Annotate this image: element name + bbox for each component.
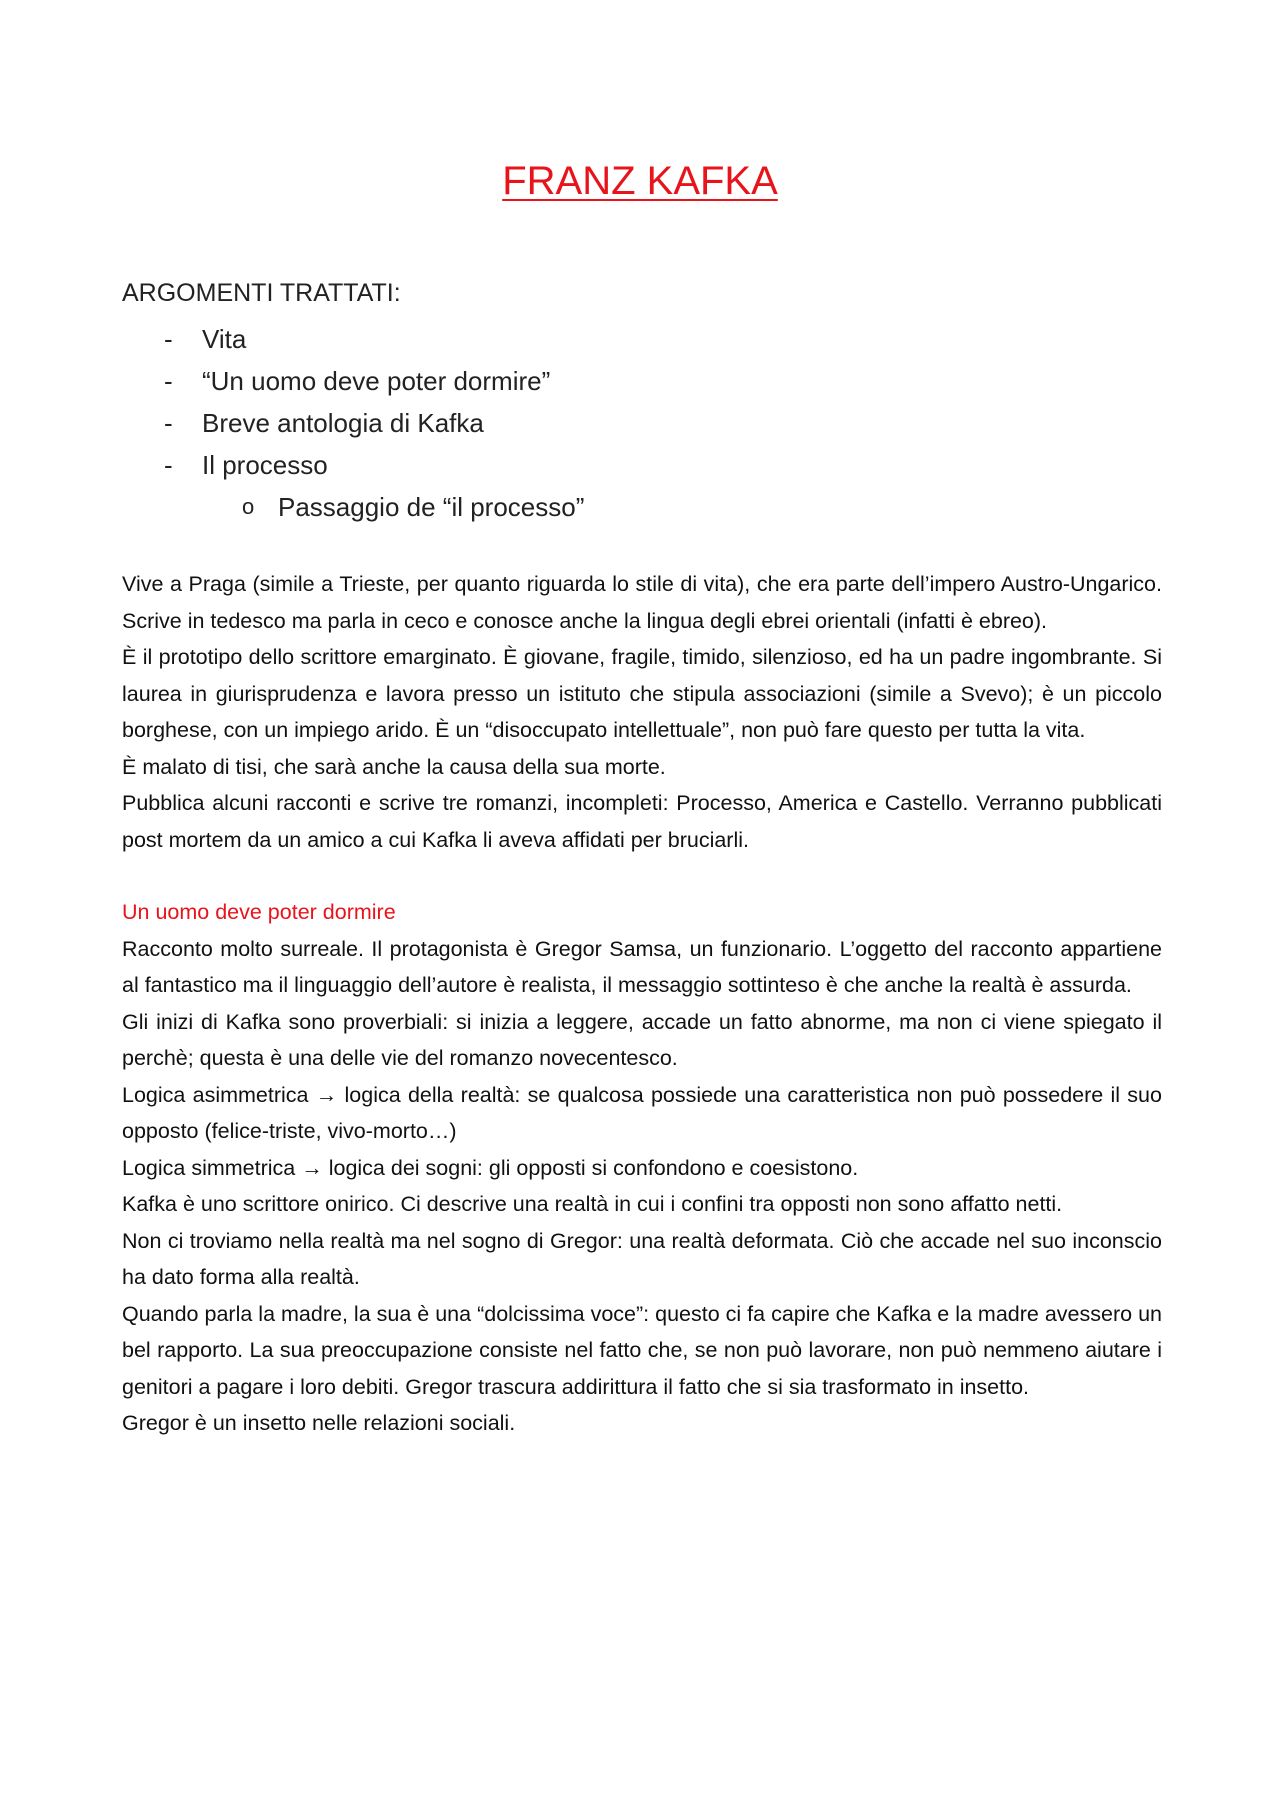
document-body	[122, 566, 1162, 1442]
sub-list-item: o Passaggio de “il processo”	[122, 486, 1122, 528]
paragraph: Gregor è un insetto nelle relazioni sociali.	[122, 1411, 516, 1435]
paragraph: Pubblica alcuni racconti e scrive tre romanzi, incompleti: Processo, America e Castello. Verranno pubblicati post mortem da un amico a cui Kafka li aveva affidati per bruciarli.	[122, 791, 1162, 852]
paragraph: Gli inizi di Kafka sono proverbiali: si inizia a leggere, accade un fatto abnorme, ma non ci viene spiegato il perchè; questa è una delle vie del romanzo novecentesco.	[122, 1009, 1162, 1070]
arrow-right-icon: →	[315, 1082, 338, 1107]
paragraph: Logica simmetrica → logica dei sogni: gli opposti si confondono e coesistono.	[122, 1155, 859, 1180]
paragraph: Kafka è uno scrittore onirico. Ci descrive una realtà in cui i confini tra opposti non sono affatto netti.	[122, 1192, 1063, 1216]
list-item: - “Un uomo deve poter dormire”	[122, 360, 1122, 402]
circle-bullet: o	[242, 494, 255, 519]
dash-bullet: -	[164, 324, 173, 354]
paragraph: Logica asimmetrica → logica della realtà: se qualcosa possiede una caratteristica non può possedere il suo opposto (felice-triste, vivo-morto…)	[122, 1082, 1162, 1143]
dash-bullet: -	[164, 450, 173, 480]
dash-bullet: -	[164, 408, 173, 438]
list-item: - Il processo	[122, 444, 1122, 486]
paragraph: È il prototipo dello scrittore emarginato. È giovane, fragile, timido, silenzioso, ed ha un padre ingombrante. Si laurea in giurisprudenza e lavora presso un istituto che stipula associazioni (simile a Svevo); è un piccolo borghese, con un impiego arido. È un “disoccupato intellettuale”, non può fare questo per tutta la vita.	[122, 645, 1162, 742]
list-item: - Vita	[122, 318, 1122, 360]
list-item: - Breve antologia di Kafka	[122, 402, 1122, 444]
arrow-right-icon: →	[301, 1155, 323, 1180]
paragraph: È malato di tisi, che sarà anche la causa della sua morte.	[122, 754, 666, 779]
topics-heading: ARGOMENTI TRATTATI:	[122, 279, 401, 307]
document-title: FRANZ KAFKA	[502, 159, 778, 203]
topics-list	[122, 318, 1122, 528]
section-heading: Un uomo deve poter dormire	[122, 900, 396, 924]
paragraph: Racconto molto surreale. Il protagonista è Gregor Samsa, un funzionario. L’oggetto del racconto appartiene al fantastico ma il linguaggio dell’autore è realista, il messaggio sottinteso è che anche la realtà è assurda.	[122, 936, 1162, 997]
paragraph: Vive a Praga (simile a Trieste, per quanto riguarda lo stile di vita), che era parte dell’impero Austro-Ungarico. Scrive in tedesco ma parla in ceco e conosce anche la lingua degli ebrei orientali (infatti è ebreo).	[122, 572, 1162, 633]
paragraph: Quando parla la madre, la sua è una “dolcissima voce”: questo ci fa capire che Kafka e la madre avessero un bel rapporto. La sua preoccupazione consiste nel fatto che, se non può lavorare, non può nemmeno aiutare i genitori a pagare i loro debiti. Gregor trascura addirittura il fatto che si sia trasformato in insetto.	[122, 1301, 1162, 1399]
paragraph: Non ci troviamo nella realtà ma nel sogno di Gregor: una realtà deformata. Ciò che accade nel suo inconscio ha dato forma alla realtà.	[122, 1228, 1162, 1289]
dash-bullet: -	[164, 366, 173, 396]
